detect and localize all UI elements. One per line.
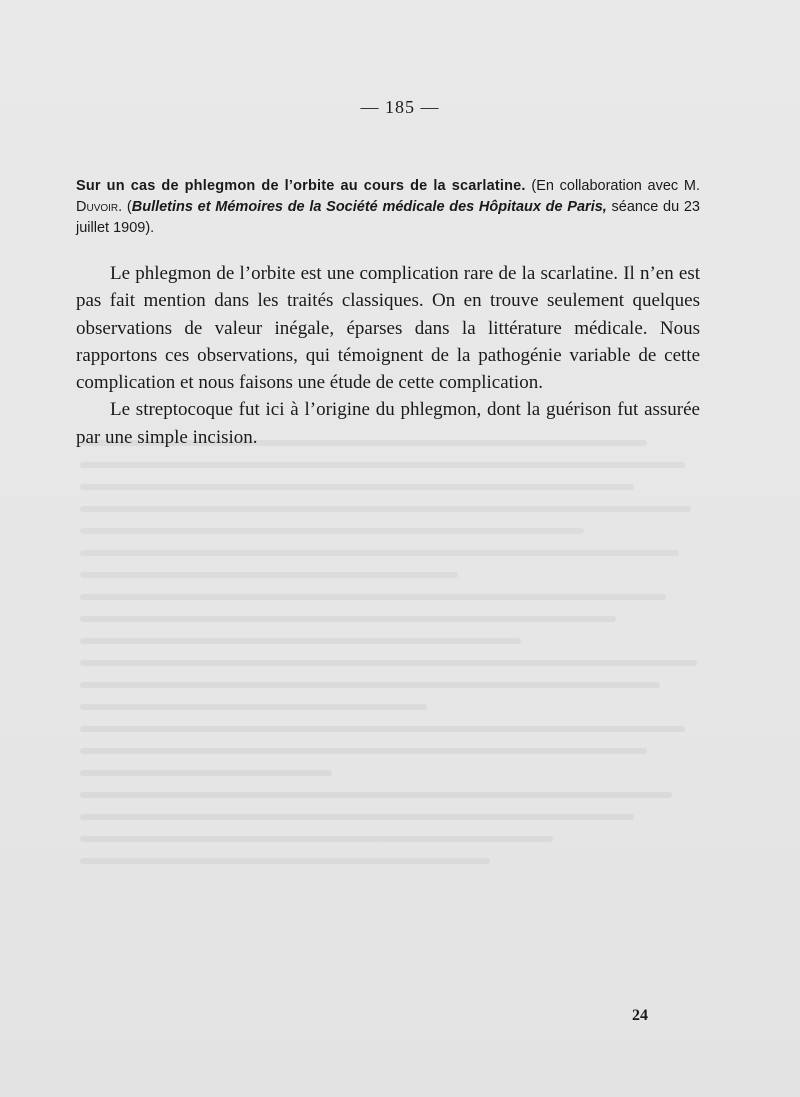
signature-mark: 24: [632, 1007, 648, 1024]
bibliographic-entry: [76, 176, 700, 239]
entry-collab-intro: (En collaboration avec M.: [525, 178, 700, 194]
abstract-body: [76, 260, 700, 451]
bleed-through-shadow: [80, 440, 710, 1000]
abstract-paragraph-1: Le phlegmon de l’orbite est une complication rare de la scarlatine. Il n’en est pas fait mention dans les traités classiques. On en trouve seulement quelques observations de valeur inégale, éparses dans la littérature médicale. Nous rapportons ces observations, qui témoignent de la pathogénie variable de cette complication et nous faisons une étude de cette complication.: [76, 263, 700, 394]
page-number: — 185 —: [360, 97, 440, 117]
entry-coauthor: Duvoir: [76, 199, 119, 215]
entry-after-coauthor: . (: [118, 199, 132, 215]
entry-session: séance du 23 juillet 1909).: [76, 199, 700, 236]
abstract-paragraph-2: Le streptocoque fut ici à l’origine du phlegmon, dont la guérison fut assurée par une simple incision.: [76, 399, 700, 448]
entry-title: Sur un cas de phlegmon de l’orbite au cours de la scarlatine.: [76, 178, 526, 194]
entry-journal: Bulletins et Mémoires de la Société médicale des Hôpitaux de Paris,: [131, 199, 607, 215]
